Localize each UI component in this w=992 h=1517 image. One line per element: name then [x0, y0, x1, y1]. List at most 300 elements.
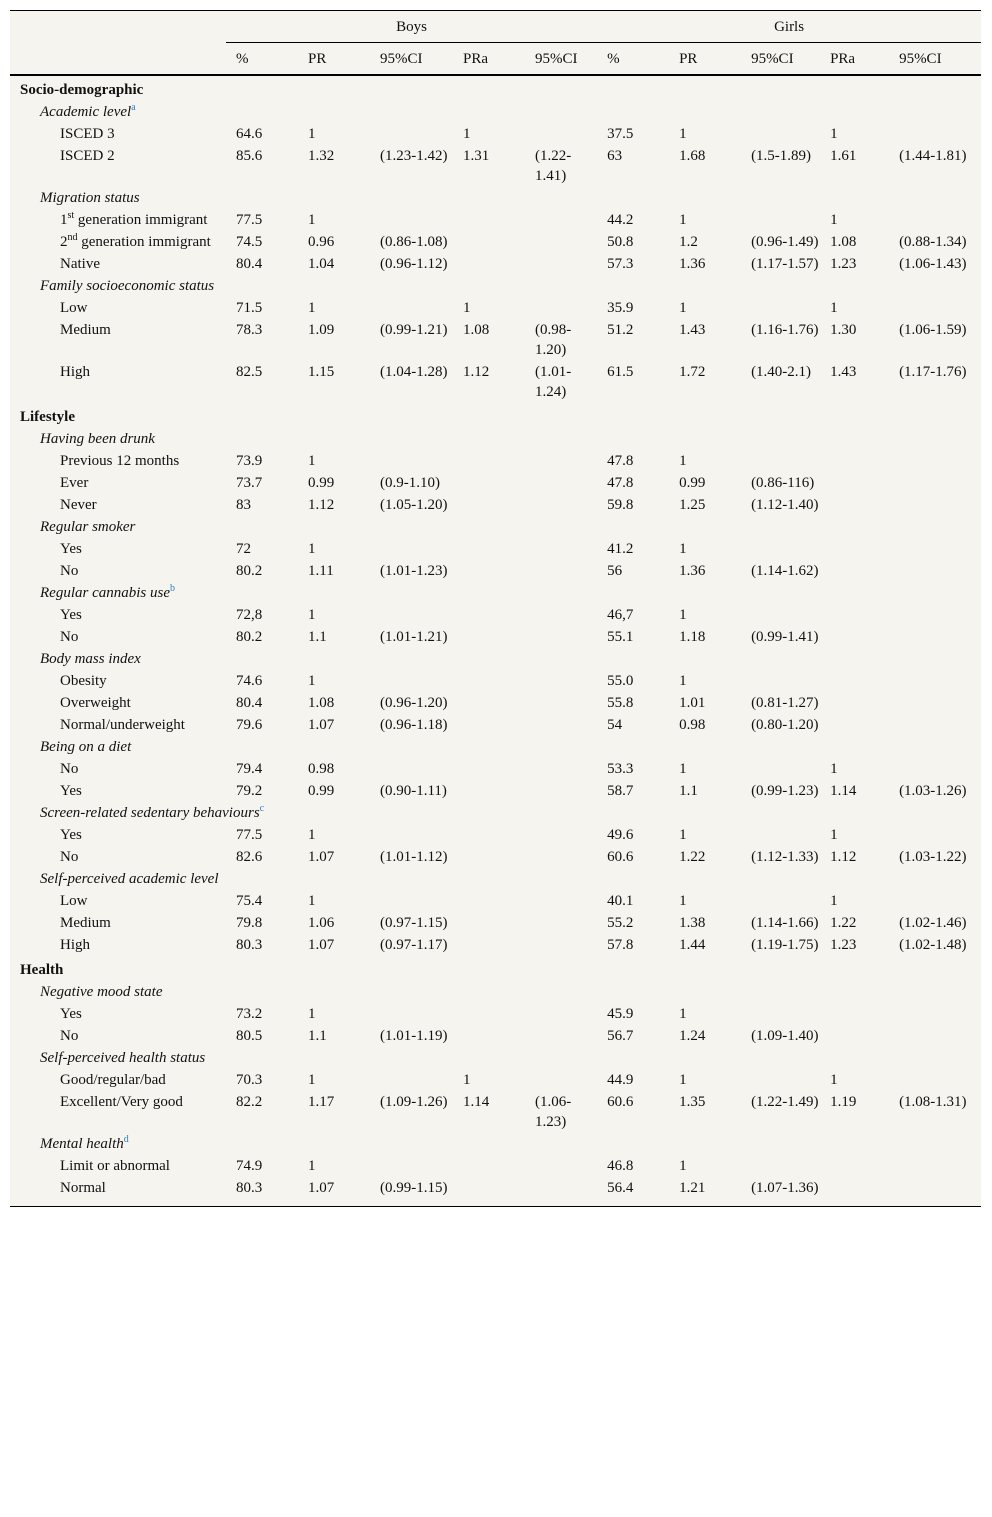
cell-girls-pra: 1	[830, 1072, 838, 1088]
cell-girls-percent: 45.9	[607, 1006, 634, 1022]
section-row	[10, 75, 981, 101]
footnote-marker[interactable]: b	[169, 583, 175, 594]
cell-girls-percent: 55.0	[607, 673, 634, 689]
cell-boys-ci: (1.01-1.23)	[380, 563, 448, 579]
cell-girls-percent: 41.2	[607, 541, 634, 557]
cell-boys-ci-adjusted: (0.98-1.20)	[535, 322, 572, 358]
table-row	[10, 209, 981, 231]
cell-boys-pr: 1	[308, 1006, 316, 1022]
footnote-marker[interactable]: a	[131, 102, 136, 113]
cell-girls-pra: 1.12	[830, 849, 857, 865]
cell-girls-ci-adjusted: (1.02-1.46)	[899, 915, 967, 931]
row-label-ordinal: nd	[67, 232, 78, 243]
cell-girls-pra: 1	[830, 300, 838, 316]
cell-girls-percent: 58.7	[607, 783, 634, 799]
cell-boys-pr: 1.1	[308, 1028, 327, 1044]
row-label	[10, 912, 226, 934]
row-label-text: High	[60, 937, 90, 953]
cell-boys-ci-adjusted	[525, 1025, 597, 1047]
cell-girls-pr: 1	[679, 893, 687, 909]
cell-girls-pra	[820, 538, 889, 560]
table-row	[10, 912, 981, 934]
cell-girls-pr: 1	[679, 827, 687, 843]
cell-boys-pr: 1.17	[308, 1094, 335, 1110]
row-label	[10, 1155, 226, 1177]
cell-girls-pra	[820, 560, 889, 582]
subsection-title: Negative mood state	[40, 984, 163, 1000]
cell-girls-ci-adjusted	[889, 824, 981, 846]
cell-girls-ci-adjusted	[889, 1003, 981, 1025]
cell-boys-ci-adjusted	[525, 1177, 597, 1207]
cell-boys-percent: 85.6	[236, 148, 263, 164]
cell-girls-pr: 1.25	[679, 497, 706, 513]
table-row	[10, 1003, 981, 1025]
cell-boys-percent: 80.3	[226, 1177, 298, 1207]
cell-boys-percent: 72	[236, 541, 251, 557]
cell-boys-ci-adjusted	[525, 714, 597, 736]
row-label-text: Yes	[60, 1006, 82, 1022]
cell-boys-percent: 71.5	[236, 300, 263, 316]
row-label-number: 1	[60, 212, 68, 228]
cell-girls-ci	[741, 538, 820, 560]
subsection-title-cell	[10, 101, 981, 123]
cell-boys-percent: 64.6	[236, 126, 263, 142]
row-label	[10, 472, 226, 494]
row-label	[10, 670, 226, 692]
cell-girls-percent: 46,7	[607, 607, 634, 623]
cell-girls-pr: 1.21	[669, 1177, 741, 1207]
cell-boys-pra	[453, 890, 525, 912]
cell-girls-pra	[820, 626, 889, 648]
cell-boys-pr: 1.06	[308, 915, 335, 931]
cell-boys-pr: 0.99	[308, 475, 335, 491]
cell-boys-pra: 1.31	[463, 148, 490, 164]
row-label-text: Ever	[60, 475, 89, 491]
cell-girls-ci-adjusted	[889, 626, 981, 648]
cell-girls-pr: 1.68	[679, 148, 706, 164]
table-row	[10, 692, 981, 714]
subsection-row	[10, 981, 981, 1003]
cell-boys-ci-adjusted	[525, 824, 597, 846]
row-label-text: No	[60, 629, 79, 645]
cell-boys-pr: 1	[308, 126, 316, 142]
subsection-row	[10, 101, 981, 123]
subsection-title: Having been drunk	[40, 431, 155, 447]
cell-girls-pr: 1.22	[679, 849, 706, 865]
table-row	[10, 824, 981, 846]
cell-girls-pra	[820, 450, 889, 472]
subsection-title-cell	[10, 428, 981, 450]
row-label	[10, 604, 226, 626]
table-row	[10, 297, 981, 319]
cell-boys-ci-adjusted	[525, 472, 597, 494]
subsection-row	[10, 868, 981, 890]
cell-girls-ci: (1.09-1.40)	[751, 1028, 819, 1044]
row-label	[10, 1177, 226, 1207]
subsection-title: Family socioeconomic status	[40, 278, 215, 294]
cell-girls-ci-adjusted: (1.08-1.31)	[899, 1094, 967, 1110]
cell-boys-pra	[453, 824, 525, 846]
cell-boys-pra: 1.14	[463, 1094, 490, 1110]
subsection-title-cell	[10, 187, 981, 209]
cell-girls-ci	[741, 1003, 820, 1025]
cell-girls-percent: 57.3	[607, 256, 634, 272]
cell-girls-pra: 1.14	[830, 783, 857, 799]
cell-boys-pr: 1	[308, 673, 316, 689]
cell-girls-pr: 1	[679, 1006, 687, 1022]
cell-girls-ci-adjusted: (1.44-1.81)	[899, 148, 967, 164]
row-label	[10, 626, 226, 648]
cell-girls-ci	[741, 297, 820, 319]
col-header-girls-percent: %	[597, 43, 669, 76]
cell-boys-percent: 79.8	[236, 915, 263, 931]
table-row	[10, 123, 981, 145]
row-label	[10, 934, 226, 956]
subsection-title-cell	[10, 648, 981, 670]
cell-boys-pr: 0.98	[308, 761, 335, 777]
cell-boys-ci-adjusted	[525, 626, 597, 648]
cell-boys-pra	[453, 472, 525, 494]
subsection-row	[10, 648, 981, 670]
subsection-title: Academic level	[40, 104, 132, 120]
group-header-girls: Girls	[597, 11, 981, 43]
cell-girls-percent: 55.2	[607, 915, 634, 931]
row-label-text: No	[60, 849, 79, 865]
table-body	[10, 75, 981, 1207]
cell-boys-pr: 1.07	[308, 937, 335, 953]
cell-boys-ci	[370, 209, 453, 231]
section-title: Health	[20, 962, 64, 978]
table-header	[10, 11, 981, 76]
table-row	[10, 626, 981, 648]
cell-girls-ci	[741, 1069, 820, 1091]
cell-girls-ci-adjusted	[889, 1069, 981, 1091]
cell-girls-ci-adjusted: (1.17-1.76)	[899, 364, 967, 380]
col-header-boys-ci: 95%CI	[370, 43, 453, 76]
cell-girls-pra: 1	[830, 126, 838, 142]
cell-boys-percent: 78.3	[236, 322, 263, 338]
cell-girls-ci: (1.5-1.89)	[751, 148, 812, 164]
subsection-title: Regular smoker	[40, 519, 136, 535]
cell-girls-ci-adjusted: (1.06-1.43)	[899, 256, 967, 272]
cell-boys-pra	[453, 780, 525, 802]
subsection-title-cell	[10, 275, 981, 297]
subsection-row	[10, 582, 981, 604]
cell-boys-ci-adjusted	[525, 450, 597, 472]
cell-girls-pr: 1	[679, 1072, 687, 1088]
subsection-title-cell	[10, 868, 981, 890]
cell-boys-pra	[453, 231, 525, 253]
table-row	[10, 604, 981, 626]
cell-girls-ci-adjusted	[889, 1025, 981, 1047]
cell-boys-pr: 1.32	[308, 148, 335, 164]
row-label	[10, 538, 226, 560]
cell-girls-ci: (1.17-1.57)	[751, 256, 819, 272]
section-title: Lifestyle	[20, 409, 75, 425]
cell-girls-pr: 1	[679, 607, 687, 623]
cell-boys-ci	[370, 538, 453, 560]
cell-girls-percent: 59.8	[607, 497, 634, 513]
table-row	[10, 758, 981, 780]
row-label-text: Yes	[60, 607, 82, 623]
cell-boys-pra	[453, 846, 525, 868]
table-row	[10, 231, 981, 253]
cell-boys-pr: 1.07	[308, 717, 335, 733]
cell-boys-pr: 1.07	[308, 849, 335, 865]
cell-girls-pr: 1	[679, 761, 687, 777]
row-label-text: Medium	[60, 915, 111, 931]
cell-boys-ci	[370, 1069, 453, 1091]
footnote-marker[interactable]: c	[259, 803, 265, 814]
cell-boys-pr: 1	[308, 827, 316, 843]
row-label	[10, 494, 226, 516]
row-label-text: Previous 12 months	[60, 453, 180, 469]
table-row	[10, 145, 981, 187]
cell-boys-ci: (0.96-1.18)	[380, 717, 448, 733]
row-label-text: ISCED 2	[60, 148, 115, 164]
cell-boys-pr: 1	[308, 212, 316, 228]
cell-girls-ci	[741, 758, 820, 780]
subsection-row	[10, 428, 981, 450]
table-row	[10, 1177, 981, 1207]
cell-boys-percent: 80.2	[236, 563, 263, 579]
cell-girls-ci-adjusted	[889, 890, 981, 912]
cell-boys-ci-adjusted	[525, 670, 597, 692]
cell-girls-pra	[820, 494, 889, 516]
cell-girls-percent: 47.8	[607, 453, 634, 469]
cell-boys-pr: 1.15	[308, 364, 335, 380]
subsection-title: Migration status	[40, 190, 140, 206]
cell-girls-percent: 63	[607, 148, 623, 164]
cell-girls-ci-adjusted	[889, 472, 981, 494]
cell-girls-percent: 53.3	[607, 761, 634, 777]
cell-boys-pr: 1.07	[298, 1177, 370, 1207]
cell-girls-percent: 51.2	[607, 322, 634, 338]
cell-boys-ci-adjusted: (1.01-1.24)	[535, 364, 572, 400]
cell-boys-pra	[453, 626, 525, 648]
cell-girls-ci-adjusted	[889, 692, 981, 714]
cell-girls-ci	[741, 604, 820, 626]
cell-boys-ci-adjusted	[525, 1003, 597, 1025]
cell-boys-ci	[370, 604, 453, 626]
cell-girls-percent: 49.6	[607, 827, 634, 843]
cell-boys-ci: (1.05-1.20)	[380, 497, 448, 513]
cell-girls-pr: 0.99	[679, 475, 706, 491]
cell-girls-ci-adjusted: (1.03-1.26)	[899, 783, 967, 799]
cell-girls-ci-adjusted: (0.88-1.34)	[899, 234, 967, 250]
cell-girls-percent: 60.6	[607, 1094, 634, 1110]
cell-girls-percent: 61.5	[607, 364, 634, 380]
subsection-title: Being on a diet	[40, 739, 132, 755]
row-label	[10, 253, 226, 275]
cell-girls-ci: (0.99-1.41)	[751, 629, 819, 645]
row-label-text: Overweight	[60, 695, 131, 711]
header-label-col	[10, 43, 226, 76]
cell-boys-percent: 79.2	[236, 783, 263, 799]
subsection-title-cell	[10, 981, 981, 1003]
cell-girls-pr: 1	[679, 126, 687, 142]
table-row	[10, 450, 981, 472]
cell-girls-ci-adjusted	[889, 494, 981, 516]
cell-girls-ci-adjusted	[889, 1155, 981, 1177]
prevalence-ratio-table	[10, 10, 981, 1207]
cell-boys-percent: 74.9	[236, 1158, 263, 1174]
cell-girls-pra	[820, 1177, 889, 1207]
cell-girls-pra	[820, 1155, 889, 1177]
section-row	[10, 956, 981, 981]
cell-boys-percent: 82.2	[236, 1094, 263, 1110]
cell-boys-pra: 1.12	[463, 364, 490, 380]
table-row	[10, 890, 981, 912]
row-label-text: No	[60, 761, 79, 777]
row-label	[10, 123, 226, 145]
subsection-row	[10, 516, 981, 538]
row-label-text: Yes	[60, 541, 82, 557]
cell-boys-pr: 1.08	[308, 695, 335, 711]
cell-girls-ci-adjusted	[889, 604, 981, 626]
row-label-text: Obesity	[60, 673, 107, 689]
table-row	[10, 670, 981, 692]
cell-girls-pra: 1	[830, 761, 838, 777]
cell-boys-percent: 80.2	[236, 629, 263, 645]
col-header-boys-pra: PRa	[453, 43, 525, 76]
row-label	[10, 209, 226, 231]
row-label	[10, 319, 226, 361]
cell-boys-ci-adjusted	[525, 1069, 597, 1091]
cell-girls-pr: 1	[679, 453, 687, 469]
cell-boys-pra: 1	[463, 1072, 471, 1088]
subsection-title: Self-perceived health status	[40, 1050, 206, 1066]
row-label	[10, 231, 226, 253]
cell-boys-percent: 80.4	[236, 695, 263, 711]
cell-girls-ci: (0.86-116)	[751, 475, 815, 491]
cell-boys-ci	[370, 297, 453, 319]
cell-girls-pra: 1.30	[830, 322, 857, 338]
section-row	[10, 403, 981, 428]
cell-boys-pr: 1	[308, 607, 316, 623]
cell-boys-ci-adjusted	[525, 538, 597, 560]
cell-boys-ci: (0.9-1.10)	[380, 475, 440, 491]
cell-girls-ci-adjusted	[889, 714, 981, 736]
cell-girls-pra	[820, 1003, 889, 1025]
cell-girls-percent: 44.2	[607, 212, 634, 228]
cell-boys-pra: 1.08	[463, 322, 490, 338]
cell-girls-pra: 1.08	[830, 234, 857, 250]
cell-boys-pra	[453, 604, 525, 626]
cell-boys-pra	[453, 209, 525, 231]
cell-boys-ci-adjusted	[525, 494, 597, 516]
row-label	[10, 692, 226, 714]
cell-girls-ci-adjusted	[889, 450, 981, 472]
cell-girls-percent: 57.8	[607, 937, 634, 953]
cell-girls-ci-adjusted	[889, 297, 981, 319]
cell-boys-percent: 77.5	[236, 212, 263, 228]
cell-boys-percent: 80.5	[236, 1028, 263, 1044]
row-label-number: 2	[60, 234, 68, 250]
cell-boys-ci: (1.23-1.42)	[380, 148, 448, 164]
cell-girls-pr: 1.2	[679, 234, 698, 250]
col-header-boys-pr: PR	[298, 43, 370, 76]
subsection-title: Regular cannabis use	[40, 585, 170, 601]
cell-boys-pra: 1	[463, 126, 471, 142]
cell-boys-pr: 1	[308, 1158, 316, 1174]
cell-girls-pra	[820, 670, 889, 692]
cell-girls-ci: (0.99-1.23)	[751, 783, 819, 799]
subsection-title: Mental health	[40, 1136, 124, 1152]
table-row	[10, 1091, 981, 1133]
cell-girls-ci-adjusted	[889, 758, 981, 780]
cell-girls-pra: 1	[830, 212, 838, 228]
cell-boys-pra	[453, 1025, 525, 1047]
cell-boys-percent: 82.6	[236, 849, 263, 865]
cell-girls-ci-adjusted: (1.06-1.59)	[899, 322, 967, 338]
cell-girls-pra	[820, 1025, 889, 1047]
cell-boys-percent: 80.4	[236, 256, 263, 272]
cell-girls-percent: 60.6	[607, 849, 634, 865]
cell-boys-ci: (1.04-1.28)	[380, 364, 448, 380]
cell-girls-percent: 54	[607, 717, 623, 733]
row-label-text: Yes	[60, 827, 82, 843]
cell-girls-pr: 0.98	[679, 717, 706, 733]
cell-boys-ci: (0.99-1.15)	[370, 1177, 453, 1207]
cell-boys-ci: (0.96-1.12)	[380, 256, 448, 272]
subsection-row	[10, 275, 981, 297]
row-label-text: No	[60, 1028, 79, 1044]
cell-girls-pr: 1.44	[679, 937, 706, 953]
cell-boys-ci	[370, 758, 453, 780]
cell-boys-pr: 1.1	[308, 629, 327, 645]
cell-girls-percent: 56	[607, 563, 623, 579]
cell-boys-pr: 1	[308, 541, 316, 557]
cell-boys-pr: 1.04	[308, 256, 335, 272]
cell-girls-percent: 50.8	[607, 234, 634, 250]
cell-boys-ci-adjusted	[525, 297, 597, 319]
row-label	[10, 714, 226, 736]
cell-boys-percent: 79.4	[236, 761, 263, 777]
cell-boys-ci: (1.01-1.12)	[380, 849, 448, 865]
cell-girls-pr: 1.24	[679, 1028, 706, 1044]
table-row	[10, 846, 981, 868]
cell-boys-pra	[453, 560, 525, 582]
cell-girls-percent: 55.8	[607, 695, 634, 711]
subsection-row	[10, 1047, 981, 1069]
cell-boys-ci: (1.01-1.21)	[380, 629, 448, 645]
subsection-title-cell	[10, 1047, 981, 1069]
row-label-text: No	[60, 563, 79, 579]
table-row	[10, 319, 981, 361]
cell-girls-ci	[741, 670, 820, 692]
row-label	[10, 1003, 226, 1025]
cell-girls-pr: 1.43	[679, 322, 706, 338]
row-label-text: Native	[60, 256, 100, 272]
cell-girls-ci	[741, 824, 820, 846]
row-label-text: ISCED 3	[60, 126, 115, 142]
row-label	[10, 450, 226, 472]
cell-boys-percent: 79.6	[236, 717, 263, 733]
row-label-ordinal: st	[67, 210, 75, 221]
cell-boys-pra	[453, 538, 525, 560]
row-label-text: generation immigrant	[77, 234, 211, 250]
row-label	[10, 297, 226, 319]
row-label	[10, 361, 226, 403]
table-row	[10, 253, 981, 275]
footnote-marker[interactable]: d	[123, 1134, 129, 1145]
cell-girls-pra	[820, 714, 889, 736]
cell-boys-pr: 1	[308, 453, 316, 469]
table-row	[10, 780, 981, 802]
cell-girls-pra	[820, 692, 889, 714]
cell-boys-pra	[453, 494, 525, 516]
